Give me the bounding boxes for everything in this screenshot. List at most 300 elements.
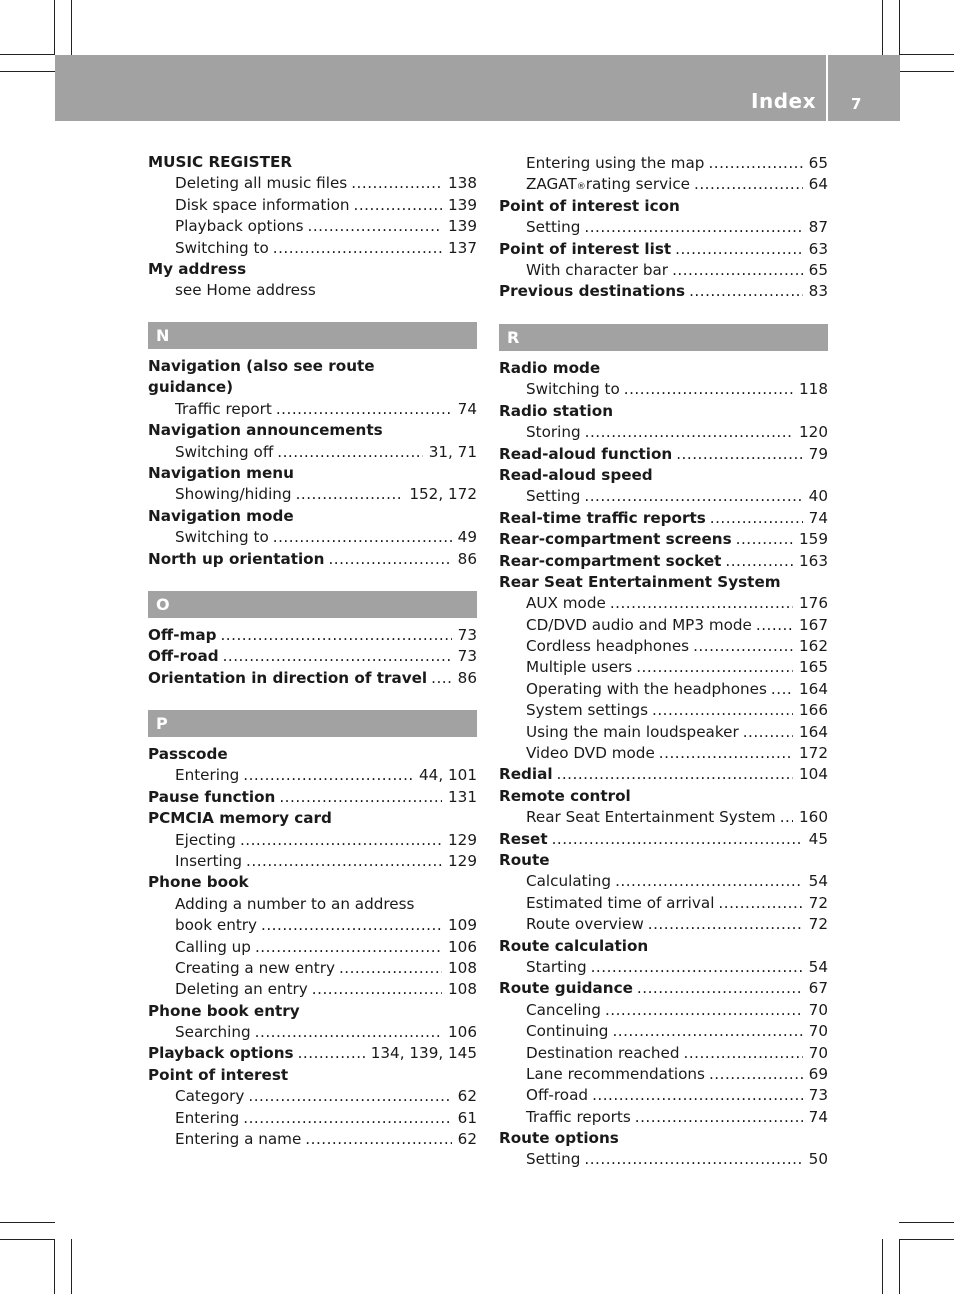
entry-page-number: 54 (808, 872, 828, 891)
leader-dots (305, 1129, 451, 1150)
index-subentry (499, 871, 828, 892)
entry-label: Read-aloud function (499, 444, 673, 463)
entry-label: Radio mode (499, 359, 601, 377)
leader-dots (273, 527, 452, 548)
entry-label: guidance) (148, 378, 234, 397)
index-entry (148, 463, 477, 484)
entry-label: Route options (499, 1129, 619, 1148)
crop-mark (0, 1222, 55, 1223)
leader-dots (672, 260, 803, 281)
entry-page-number: 86 (457, 549, 477, 568)
entry-label: Category (175, 1087, 245, 1106)
entry-page-number: 79 (808, 444, 828, 463)
entry-label: Navigation announcements (148, 421, 383, 440)
index-subentry (148, 1129, 477, 1150)
entry-page-number: 54 (808, 957, 828, 976)
leader-dots (277, 442, 422, 463)
leader-dots (780, 807, 793, 828)
leader-dots (624, 379, 793, 400)
entry-label: Rear-compartment screens (499, 530, 732, 549)
index-entry (499, 465, 828, 486)
leader-dots (675, 239, 803, 260)
leader-dots (339, 958, 442, 979)
entry-label: System settings (526, 701, 649, 720)
crop-mark (882, 1239, 883, 1294)
index-subentry (148, 830, 477, 851)
index-entry (148, 625, 477, 646)
section-heading-o: O (148, 591, 477, 618)
entry-label: Deleting an entry (175, 980, 308, 999)
entry-label: Entering (175, 1108, 240, 1127)
entry-label: Route calculation (499, 936, 649, 955)
entry-label: Rear-compartment socket (499, 551, 722, 570)
index-entry (499, 850, 828, 871)
index-entry (148, 259, 477, 280)
index-subentry (148, 958, 477, 979)
page-header (55, 55, 900, 121)
index-entry (148, 808, 477, 829)
entry-label: Navigation menu (148, 463, 294, 482)
entry-page-number: 64 (808, 175, 828, 194)
entry-label: Switching to (175, 528, 269, 547)
index-subentry (148, 851, 477, 872)
leader-dots (255, 937, 442, 958)
index-block (148, 152, 477, 302)
crop-mark (0, 71, 55, 72)
leader-dots (592, 1085, 803, 1106)
leader-dots (584, 1149, 802, 1170)
entry-label: Deleting all music files (175, 174, 348, 193)
leader-dots (296, 484, 404, 505)
entry-label: Adding a number to an address (175, 894, 415, 913)
leader-dots (276, 399, 452, 420)
index-subentry (499, 1149, 828, 1170)
leader-dots (585, 422, 793, 443)
index-entry (148, 420, 477, 441)
index-subentry (148, 173, 477, 194)
entry-page-number: 104 (799, 765, 828, 784)
index-subentry (499, 679, 828, 700)
entry-page-number: 62 (457, 1130, 477, 1149)
entry-label: AUX mode (526, 594, 606, 613)
entry-label: With character bar (526, 260, 669, 279)
leader-dots (771, 679, 793, 700)
entry-label: Off-map (148, 626, 217, 644)
entry-label: Switching to (175, 238, 269, 257)
entry-label: Showing/hiding (175, 485, 292, 504)
leader-dots (584, 486, 802, 507)
entry-label: Entering a name (175, 1130, 302, 1149)
index-subentry (148, 894, 477, 915)
entry-page-number: 108 (448, 958, 477, 977)
section-heading-p: P (148, 710, 477, 737)
entry-page-number: 106 (448, 937, 477, 956)
leader-dots (736, 529, 793, 550)
entry-label: rating service (585, 175, 691, 194)
index-subentry (499, 1043, 828, 1064)
entry-page-number: 74 (457, 399, 477, 418)
leader-dots (684, 1043, 803, 1064)
index-subentry (499, 379, 828, 400)
entry-label: Storing (526, 423, 581, 442)
entry-label: My address (148, 259, 247, 278)
entry-page-number: 106 (448, 1023, 477, 1042)
index-subentry (148, 937, 477, 958)
leader-dots (240, 830, 442, 851)
entry-page-number: 40 (808, 487, 828, 506)
entry-page-number: 108 (448, 980, 477, 999)
entry-label: Real-time traffic reports (499, 508, 706, 527)
entry-label: Continuing (526, 1022, 609, 1041)
crop-mark (0, 1239, 55, 1240)
index-subentry (499, 593, 828, 614)
index-entry (148, 744, 477, 765)
entry-label: Radio station (499, 401, 614, 420)
entry-page-number: 164 (799, 722, 828, 741)
leader-dots (243, 1108, 451, 1129)
entry-page-number: 67 (808, 979, 828, 998)
leader-dots (557, 764, 793, 785)
entry-label: PCMCIA memory card (148, 809, 332, 828)
entry-page-number: 120 (799, 423, 828, 442)
index-subentry (499, 260, 828, 281)
leader-dots (431, 668, 452, 689)
entry-label: Rear Seat Entertainment System (526, 808, 776, 827)
index-entry (148, 1065, 477, 1086)
entry-label: Traffic report (175, 399, 272, 418)
entry-label: Entering (175, 766, 240, 785)
entry-label: Pause function (148, 787, 276, 806)
index-subentry (499, 422, 828, 443)
index-subentry (148, 195, 477, 216)
page-title: Index (751, 89, 816, 113)
index-subentry (499, 893, 828, 914)
index-subentry (499, 486, 828, 507)
entry-label: Calculating (526, 872, 612, 891)
leader-dots (676, 444, 802, 465)
entry-label: Reset (499, 829, 548, 848)
index-subentry (148, 527, 477, 548)
entry-page-number: 31, 71 (428, 442, 477, 461)
section-heading-r: R (499, 324, 828, 351)
crop-mark (882, 0, 883, 55)
index-subentry (148, 765, 477, 786)
crop-mark (71, 0, 72, 55)
index-subentry (148, 1022, 477, 1043)
index-entry (148, 506, 477, 527)
entry-label: Ejecting (175, 830, 236, 849)
entry-label: Off-road (526, 1086, 589, 1105)
index-subentry (148, 280, 477, 301)
leader-dots (615, 871, 803, 892)
entry-label: Destination reached (526, 1043, 680, 1062)
index-entry (148, 1001, 477, 1022)
index-subentry (148, 399, 477, 420)
leader-dots (255, 1022, 442, 1043)
index-subentry (148, 1108, 477, 1129)
index-subentry (148, 915, 477, 936)
entry-label: Playback options (148, 1044, 294, 1063)
entry-page-number: 131 (448, 787, 477, 806)
entry-label: Using the main loudspeaker (526, 722, 739, 741)
leader-dots (709, 1064, 803, 1085)
index-entry (499, 572, 828, 593)
entry-page-number: 163 (799, 551, 828, 570)
index-subentry (499, 657, 828, 678)
index-subentry (148, 484, 477, 505)
leader-dots (708, 153, 802, 174)
entry-label: Switching off (175, 442, 274, 461)
header-divider (826, 55, 828, 121)
entry-label: Video DVD mode (526, 744, 655, 763)
entry-label: Route guidance (499, 979, 633, 998)
entry-page-number: 129 (448, 851, 477, 870)
entry-label: Calling up (175, 937, 251, 956)
leader-dots (308, 216, 442, 237)
index-entry (148, 377, 477, 398)
entry-page-number: 86 (457, 668, 477, 687)
leader-dots (718, 893, 802, 914)
entry-label: Route (499, 850, 550, 869)
entry-page-number: 74 (808, 508, 828, 527)
entry-label: Rear Seat Entertainment System (499, 572, 781, 591)
index-entry (499, 936, 828, 957)
index-subentry: ZAGAT ® rating service ..... 64 (499, 174, 828, 195)
entry-page-number: 45 (808, 829, 828, 848)
leader-dots (659, 743, 793, 764)
entry-label: book entry (175, 916, 258, 935)
index-entry (499, 239, 828, 260)
entry-page-number: 44, 101 (419, 766, 477, 785)
leader-dots (756, 615, 793, 636)
index-entry (148, 668, 477, 689)
entry-page-number: 74 (808, 1107, 828, 1126)
index-subentry (148, 1086, 477, 1107)
index-subentry (499, 1107, 828, 1128)
entry-page-number: 166 (799, 701, 828, 720)
entry-label: Off-road (148, 647, 219, 666)
index-entry (499, 196, 828, 217)
index-block (499, 153, 828, 303)
entry-label: Searching (175, 1023, 251, 1042)
index-entry (499, 764, 828, 785)
entry-page-number: 65 (808, 154, 828, 172)
entry-label: Point of interest icon (499, 196, 680, 215)
leader-dots (552, 829, 803, 850)
entry-label: Setting (526, 487, 581, 506)
entry-label: Cordless headphones (526, 637, 690, 656)
entry-label: Traffic reports (526, 1107, 631, 1126)
leader-dots (354, 195, 443, 216)
entry-page-number: 137 (448, 238, 477, 257)
entry-label: Disk space information (175, 195, 350, 214)
entry-page-number: 165 (799, 658, 828, 677)
leader-dots (637, 978, 803, 999)
entry-page-number: 134, 139, 145 (370, 1044, 477, 1063)
entry-page-number: 65 (808, 260, 828, 279)
entry-page-number: 139 (448, 217, 477, 236)
index-subentry (148, 238, 477, 259)
leader-dots (612, 1021, 802, 1042)
index-subentry (148, 216, 477, 237)
leader-dots (648, 914, 803, 935)
crop-mark (899, 71, 954, 72)
index-subentry (499, 700, 828, 721)
index-block (148, 744, 477, 1150)
index-entry (148, 1043, 477, 1064)
entry-page-number: 109 (448, 916, 477, 935)
entry-label: Navigation mode (148, 506, 294, 525)
crop-mark (54, 0, 55, 55)
entry-label: Canceling (526, 1000, 601, 1019)
leader-dots (743, 722, 793, 743)
entry-label: Redial (499, 765, 553, 784)
leader-dots (605, 1000, 803, 1021)
leader-dots (693, 636, 793, 657)
leader-dots (220, 625, 451, 646)
index-subentry (499, 1000, 828, 1021)
entry-page-number: 159 (799, 530, 828, 549)
index-entry (499, 829, 828, 850)
entry-label: Route overview (526, 915, 644, 934)
entry-label: Operating with the headphones (526, 679, 767, 698)
index-entry (148, 152, 477, 173)
leader-dots (246, 851, 442, 872)
crop-mark (71, 1239, 72, 1294)
entry-label: Phone book (148, 873, 249, 892)
entry-label: MUSIC REGISTER (148, 153, 293, 171)
entry-page-number: 61 (457, 1108, 477, 1127)
leader-dots (652, 700, 793, 721)
index-entry (499, 978, 828, 999)
leader-dots (223, 646, 452, 667)
index-entry (148, 549, 477, 570)
entry-label: Setting (526, 218, 581, 237)
leader-dots (689, 281, 803, 302)
entry-page-number: 138 (448, 174, 477, 193)
entry-page-number: 129 (448, 830, 477, 849)
leader-dots (328, 549, 451, 570)
index-entry (148, 872, 477, 893)
leader-dots (636, 657, 793, 678)
entry-label: ZAGAT (526, 175, 577, 194)
entry-label: Lane recommendations (526, 1064, 705, 1083)
entry-label: CD/DVD audio and MP3 mode (526, 615, 752, 634)
entry-page-number: 164 (799, 679, 828, 698)
entry-label: Switching to (526, 380, 620, 399)
entry-page-number: 62 (457, 1087, 477, 1106)
index-subentry (499, 722, 828, 743)
leader-dots (279, 787, 442, 808)
entry-page-number: 83 (808, 282, 828, 301)
leader-dots (298, 1043, 365, 1064)
index-entry (499, 444, 828, 465)
entry-label: Estimated time of arrival (526, 893, 715, 912)
entry-page-number: 63 (808, 239, 828, 258)
leader-dots (312, 979, 442, 1000)
leader-dots (610, 593, 793, 614)
index-subentry (499, 743, 828, 764)
entry-label: Read-aloud speed (499, 465, 653, 484)
leader-dots (710, 508, 803, 529)
entry-page-number: 72 (808, 915, 828, 934)
entry-page-number: 118 (799, 380, 828, 399)
entry-page-number: 87 (808, 218, 828, 237)
leader-dots (273, 238, 442, 259)
entry-page-number: 176 (799, 594, 828, 613)
index-subentry (499, 914, 828, 935)
entry-label: see Home address (175, 281, 316, 300)
entry-page-number: 70 (808, 1043, 828, 1062)
entry-label: Previous destinations (499, 282, 686, 301)
index-entry (499, 551, 828, 572)
crop-mark (899, 1239, 900, 1294)
entry-label: North up orientation (148, 549, 325, 568)
crop-mark (899, 54, 954, 55)
crop-mark (0, 54, 55, 55)
index-entry (499, 281, 828, 302)
index-subentry (148, 442, 477, 463)
index-subentry (499, 957, 828, 978)
entry-label: Entering using the map (526, 154, 705, 172)
index-entry (499, 529, 828, 550)
crop-mark (54, 1239, 55, 1294)
entry-label: Remote control (499, 786, 631, 805)
entry-label: Point of interest list (499, 239, 672, 258)
leader-dots (635, 1107, 803, 1128)
index-entry (499, 358, 828, 379)
entry-page-number: 139 (448, 195, 477, 214)
leader-dots (694, 174, 803, 195)
index-subentry (499, 217, 828, 238)
entry-page-number: 69 (808, 1064, 828, 1083)
entry-page-number: 172 (799, 744, 828, 763)
crop-mark (899, 1222, 954, 1223)
entry-label: Phone book entry (148, 1001, 300, 1020)
index-entry (499, 786, 828, 807)
entry-page-number: 167 (799, 615, 828, 634)
leader-dots (243, 765, 413, 786)
crop-mark (899, 1239, 954, 1240)
entry-label: Playback options (175, 217, 304, 236)
index-entry (499, 401, 828, 422)
index-entry (148, 787, 477, 808)
entry-page-number: 50 (808, 1150, 828, 1169)
entry-label: Inserting (175, 851, 243, 870)
leader-dots (261, 915, 442, 936)
entry-page-number: 73 (808, 1086, 828, 1105)
index-entry (499, 508, 828, 529)
leader-dots (351, 173, 442, 194)
entry-page-number: 49 (457, 528, 477, 547)
index-subentry (499, 636, 828, 657)
index-subentry (499, 1021, 828, 1042)
entry-label: Navigation (also see route (148, 357, 375, 375)
entry-label: Orientation in direction of travel (148, 668, 428, 687)
entry-label: Point of interest (148, 1065, 289, 1084)
entry-label: Setting (526, 1150, 581, 1169)
entry-page-number: 72 (808, 893, 828, 912)
index-subentry (499, 1085, 828, 1106)
index-subentry (499, 1064, 828, 1085)
index-subentry (148, 979, 477, 1000)
entry-label: Passcode (148, 745, 228, 763)
entry-page-number: 70 (808, 1000, 828, 1019)
entry-page-number: 162 (799, 637, 828, 656)
page-number: 7 (851, 95, 862, 113)
leader-dots (248, 1086, 451, 1107)
entry-page-number: 73 (457, 626, 477, 644)
